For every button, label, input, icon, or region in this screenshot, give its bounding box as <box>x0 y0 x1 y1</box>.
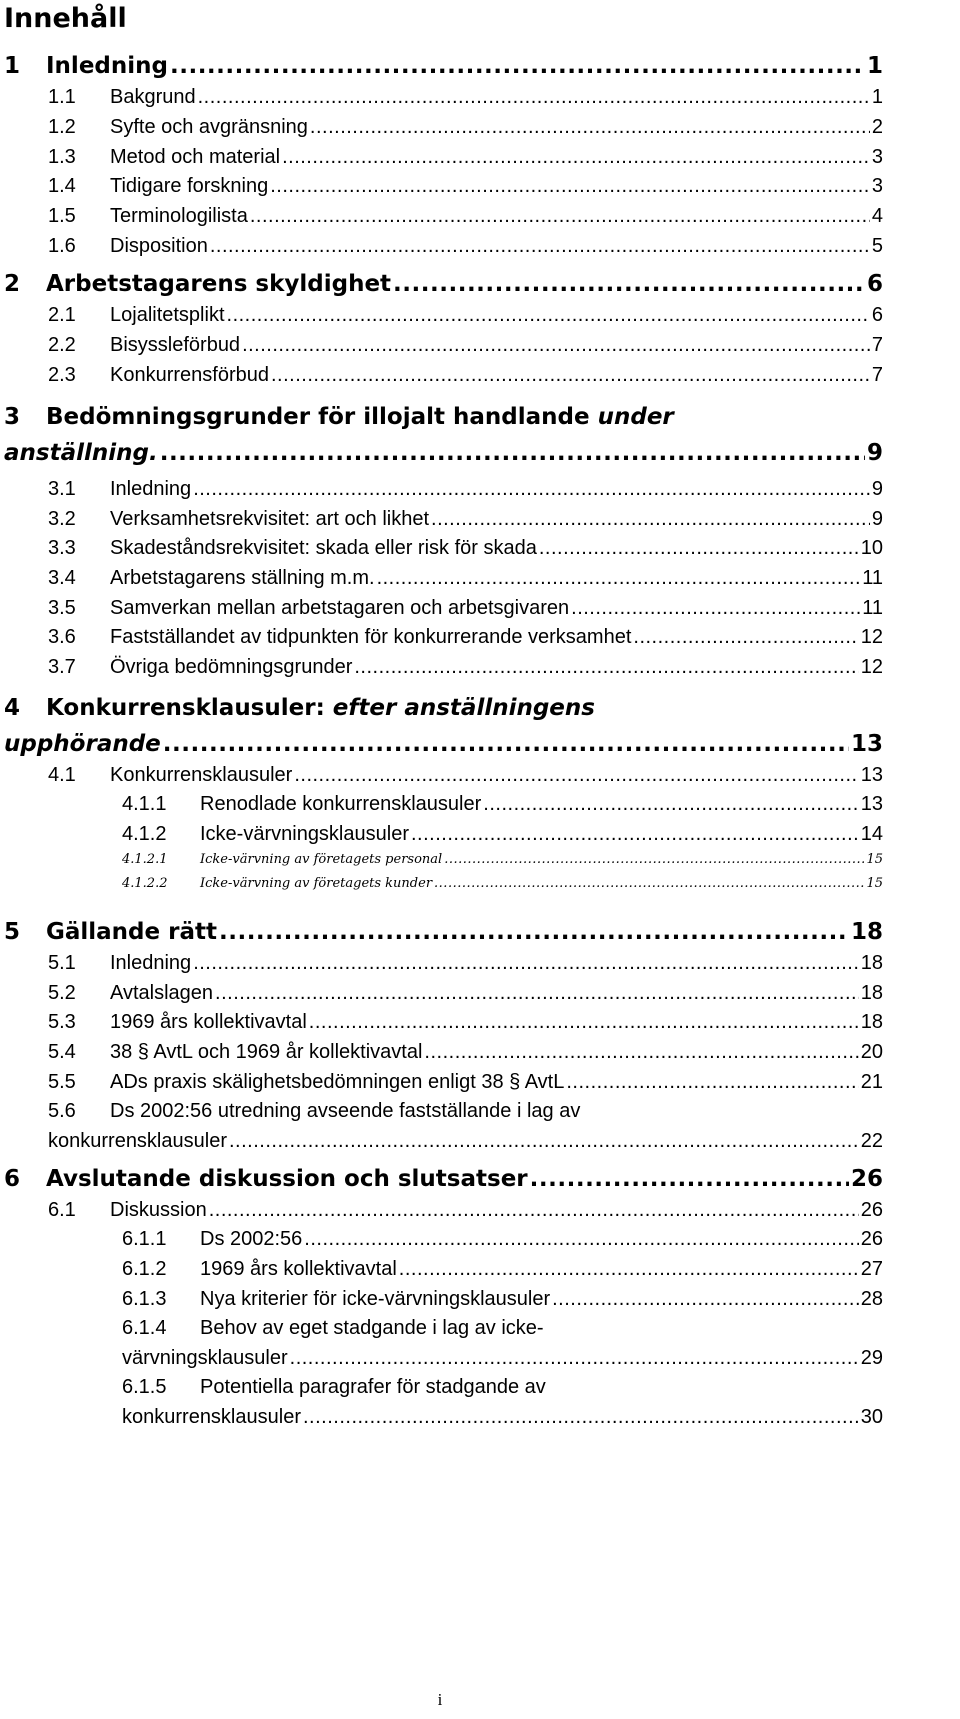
dot-leader <box>215 978 859 1008</box>
toc-title: Konkurrensklausuler: <box>46 695 325 721</box>
toc-title: Disposition <box>110 235 208 257</box>
dot-leader <box>399 1254 859 1284</box>
toc-entry-5-3[interactable] <box>48 1007 883 1037</box>
dot-leader <box>444 849 864 871</box>
toc-title: Syfte och avgränsning <box>110 116 308 138</box>
dot-leader <box>571 593 860 623</box>
toc-title: konkurrensklausuler <box>122 1406 301 1428</box>
toc-entry-2-3[interactable] <box>48 360 883 390</box>
toc-entry-6-1-1[interactable] <box>122 1224 883 1254</box>
toc-title: Potentiella paragrafer för stadgande av <box>200 1376 546 1398</box>
toc-title: Nya kriterier för icke-värvningsklausuler <box>200 1288 551 1310</box>
page-title: Innehåll <box>4 3 127 34</box>
toc-page: 5 <box>871 235 883 257</box>
toc-number: 1 <box>4 53 21 79</box>
toc-title: Gällande rätt <box>46 919 217 945</box>
toc-entry-3-6[interactable] <box>48 622 883 652</box>
toc-title: Tidigare forskning <box>110 175 269 197</box>
dot-leader <box>229 1126 859 1156</box>
toc-number: 6.1 <box>48 1199 76 1221</box>
toc-number: 2.2 <box>48 334 76 356</box>
toc-entry-1-6[interactable] <box>48 231 883 261</box>
toc-number: 5.3 <box>48 1011 76 1033</box>
toc-title: Verksamhetsrekvisitet: art och likhet <box>110 508 430 530</box>
dot-leader <box>483 789 858 819</box>
dot-leader <box>209 1195 859 1225</box>
dot-leader <box>552 1284 859 1314</box>
toc-title: värvningsklausuler <box>122 1347 288 1369</box>
toc-page: 26 <box>860 1199 883 1221</box>
dot-leader <box>290 1343 859 1373</box>
toc-title: Konkurrensförbud <box>110 364 269 386</box>
toc-number: 1.6 <box>48 235 76 257</box>
toc-title: 1969 års kollektivavtal <box>200 1258 397 1280</box>
toc-title: Icke-värvningsklausuler <box>200 823 409 845</box>
dot-leader <box>304 1224 858 1254</box>
toc-number: 2 <box>4 271 21 297</box>
toc-page: 3 <box>871 146 883 168</box>
toc-number: 4.1.2.2 <box>122 876 168 891</box>
toc-number: 5.6 <box>48 1100 76 1122</box>
toc-title: Avslutande diskussion och slutsatser <box>46 1166 528 1192</box>
toc-title-italic: anställning. <box>4 440 158 466</box>
toc-number: 1.5 <box>48 205 76 227</box>
dot-leader <box>242 330 870 360</box>
toc-number: 5.4 <box>48 1041 76 1063</box>
toc-entry-6-1-2[interactable] <box>122 1254 883 1284</box>
toc-title: Terminologilista <box>110 205 248 227</box>
toc-page: 14 <box>860 823 883 845</box>
toc-entry-1[interactable] <box>4 50 883 82</box>
toc-number: 1.1 <box>48 86 76 108</box>
toc-page: 18 <box>860 952 883 974</box>
toc-entry-6-1-5[interactable] <box>122 1402 883 1432</box>
dot-leader <box>219 916 849 948</box>
dot-leader <box>434 873 864 895</box>
toc-title: Skadeståndsrekvisitet: skada eller risk för skada <box>110 537 537 559</box>
toc-entry-6[interactable] <box>4 1163 883 1195</box>
toc-title: Behov av eget stadgande i lag av icke- <box>200 1317 544 1339</box>
dot-leader <box>354 652 858 682</box>
toc-entry-3-7[interactable] <box>48 652 883 682</box>
dot-leader <box>539 533 859 563</box>
toc-entry-5-1[interactable] <box>48 948 883 978</box>
dot-leader <box>393 268 865 300</box>
toc-page: 18 <box>860 1011 883 1033</box>
toc-entry-6-1[interactable] <box>48 1195 883 1225</box>
toc-number: 6.1.5 <box>122 1376 167 1398</box>
toc-page: 15 <box>866 852 883 867</box>
dot-leader <box>566 1067 858 1097</box>
toc-number: 3 <box>4 404 21 430</box>
toc-page: 7 <box>871 334 883 356</box>
toc-title: Icke-värvning av företagets personal <box>200 852 443 867</box>
toc-number: 1.3 <box>48 146 76 168</box>
toc-title: Bedömningsgrunder för illojalt handlande <box>46 404 590 430</box>
dot-leader <box>282 142 870 172</box>
toc-entry-4-1-2-2[interactable] <box>122 873 883 895</box>
toc-entry-2[interactable] <box>4 268 883 300</box>
toc-page: 12 <box>860 656 883 678</box>
toc-page: 1 <box>866 53 883 79</box>
toc-page: 6 <box>866 271 883 297</box>
toc-entry-6-1-5-line1[interactable] <box>122 1372 546 1402</box>
dot-leader <box>160 437 865 469</box>
toc-title: Avtalslagen <box>110 982 214 1004</box>
toc-page: 10 <box>860 537 883 559</box>
toc-title: Renodlade konkurrensklausuler <box>200 793 482 815</box>
dot-leader <box>530 1163 849 1195</box>
toc-number: 3.4 <box>48 567 76 589</box>
toc-title: Inledning <box>46 53 168 79</box>
toc-page: 22 <box>860 1130 883 1152</box>
toc-entry-1-2[interactable] <box>48 112 883 142</box>
toc-number: 4.1 <box>48 764 76 786</box>
toc-title: Samverkan mellan arbetstagaren och arbetsgivaren <box>110 597 570 619</box>
toc-entry-3-1[interactable] <box>48 474 883 504</box>
toc-page: 7 <box>871 364 883 386</box>
toc-entry-5-2[interactable] <box>48 978 883 1008</box>
toc-page: 4 <box>871 205 883 227</box>
dot-leader <box>271 360 870 390</box>
toc-title-italic: under <box>597 404 674 430</box>
toc-page: 13 <box>850 731 883 757</box>
toc-page: 13 <box>860 764 883 786</box>
toc-entry-5[interactable] <box>4 916 883 948</box>
toc-entry-4-1-1[interactable] <box>122 789 883 819</box>
toc-title: Konkurrensklausuler <box>110 764 293 786</box>
toc-title: 38 § AvtL och 1969 år kollektivavtal <box>110 1041 423 1063</box>
toc-title: 1969 års kollektivavtal <box>110 1011 307 1033</box>
toc-page: 15 <box>866 876 883 891</box>
toc-title: Lojalitetsplikt <box>110 304 225 326</box>
toc-entry-5-6-line1[interactable] <box>48 1096 580 1126</box>
toc-page: 21 <box>860 1071 883 1093</box>
toc-page: 26 <box>850 1166 883 1192</box>
dot-leader <box>250 201 870 231</box>
toc-entry-3-line1[interactable] <box>4 401 674 433</box>
toc-number: 3.6 <box>48 626 76 648</box>
toc-page: 12 <box>860 626 883 648</box>
dot-leader <box>377 563 861 593</box>
toc-title: Arbetstagarens skyldighet <box>46 271 392 297</box>
toc-entry-4-1[interactable] <box>48 760 883 790</box>
toc-title: konkurrensklausuler <box>48 1130 227 1152</box>
toc-entry-1-4[interactable] <box>48 171 883 201</box>
toc-number: 4 <box>4 695 21 721</box>
toc-entry-2-1[interactable] <box>48 300 883 330</box>
toc-page: 13 <box>860 793 883 815</box>
toc-number: 4.1.2.1 <box>122 852 168 867</box>
toc-number: 5.5 <box>48 1071 76 1093</box>
toc-page: 27 <box>860 1258 883 1280</box>
toc-page: 3 <box>871 175 883 197</box>
dot-leader <box>633 622 858 652</box>
toc-entry-1-3[interactable] <box>48 142 883 172</box>
dot-leader <box>193 474 870 504</box>
dot-leader <box>431 504 870 534</box>
toc-entry-6-1-3[interactable] <box>122 1284 883 1314</box>
toc-number: 3.5 <box>48 597 76 619</box>
toc-page: 30 <box>860 1406 883 1428</box>
toc-page: 28 <box>860 1288 883 1310</box>
toc-entry-2-2[interactable] <box>48 330 883 360</box>
toc-page: 20 <box>860 1041 883 1063</box>
toc-title-italic: efter anställningens <box>332 695 595 721</box>
toc-title-italic: upphörande <box>4 731 161 757</box>
toc-entry-1-5[interactable] <box>48 201 883 231</box>
dot-leader <box>310 112 870 142</box>
toc-number: 6.1.3 <box>122 1288 167 1310</box>
toc-entry-3-4[interactable] <box>48 563 883 593</box>
toc-entry-3-3[interactable] <box>48 533 883 563</box>
toc-entry-4-line1[interactable] <box>4 692 595 724</box>
toc-title: Icke-värvning av företagets kunder <box>200 876 433 891</box>
toc-title: Fastställandet av tidpunkten för konkurrerande verksamhet <box>110 626 632 648</box>
toc-number: 3.7 <box>48 656 76 678</box>
page-number: i <box>437 1690 443 1709</box>
toc-number: 2.1 <box>48 304 76 326</box>
toc-number: 6.1.1 <box>122 1228 167 1250</box>
toc-number: 6 <box>4 1166 21 1192</box>
toc-entry-4-1-2[interactable] <box>122 819 883 849</box>
toc-entry-1-1[interactable] <box>48 82 883 112</box>
toc-entry-6-1-4-line1[interactable] <box>122 1313 544 1343</box>
dot-leader <box>294 760 858 790</box>
toc-title: Inledning <box>110 952 192 974</box>
dot-leader <box>163 728 849 760</box>
dot-leader <box>303 1402 859 1432</box>
toc-entry-3-5[interactable] <box>48 593 883 623</box>
dot-leader <box>210 231 870 261</box>
toc-number: 5 <box>4 919 21 945</box>
toc-entry-3-2[interactable] <box>48 504 883 534</box>
toc-number: 3.2 <box>48 508 76 530</box>
toc-entry-5-4[interactable] <box>48 1037 883 1067</box>
toc-page: 6 <box>871 304 883 326</box>
dot-leader <box>424 1037 858 1067</box>
toc-number: 6.1.4 <box>122 1317 167 1339</box>
toc-title: Arbetstagarens ställning m.m. <box>110 567 375 589</box>
dot-leader <box>309 1007 859 1037</box>
dot-leader <box>170 50 865 82</box>
dot-leader <box>411 819 859 849</box>
toc-page: 18 <box>860 982 883 1004</box>
toc-title: Metod och material <box>110 146 281 168</box>
toc-page: 2 <box>871 116 883 138</box>
toc-number: 5.1 <box>48 952 76 974</box>
toc-title: Inledning <box>110 478 192 500</box>
toc-entry-5-6[interactable] <box>48 1126 883 1156</box>
toc-page: 29 <box>860 1347 883 1369</box>
toc-number: 6.1.2 <box>122 1258 167 1280</box>
toc-entry-6-1-4[interactable] <box>122 1343 883 1373</box>
toc-entry-5-5[interactable] <box>48 1067 883 1097</box>
toc-page: 9 <box>871 478 883 500</box>
toc-number: 1.2 <box>48 116 76 138</box>
toc-page: 11 <box>862 597 883 619</box>
toc-title: Övriga bedömningsgrunder <box>110 656 353 678</box>
toc-title: Ds 2002:56 utredning avseende fastställande i lag av <box>110 1100 581 1122</box>
toc-page: 1 <box>871 86 883 108</box>
dot-leader <box>198 82 870 112</box>
toc-page: 26 <box>860 1228 883 1250</box>
toc-entry-4-1-2-1[interactable] <box>122 849 883 871</box>
dot-leader <box>227 300 870 330</box>
toc-page: 18 <box>850 919 883 945</box>
toc-page: 9 <box>866 440 883 466</box>
toc-title: Bakgrund <box>110 86 196 108</box>
toc-entry-4[interactable] <box>4 728 883 760</box>
toc-title: ADs praxis skälighetsbedömningen enligt 38 § AvtL <box>110 1071 565 1093</box>
toc-number: 3.1 <box>48 478 76 500</box>
toc-title: Bisyssleförbud <box>110 334 241 356</box>
dot-leader <box>270 171 870 201</box>
toc-number: 3.3 <box>48 537 76 559</box>
toc-number: 4.1.2 <box>122 823 167 845</box>
dot-leader <box>193 948 859 978</box>
toc-page: 11 <box>862 567 883 589</box>
toc-number: 4.1.1 <box>122 793 167 815</box>
toc-number: 2.3 <box>48 364 76 386</box>
toc-title: Ds 2002:56 <box>200 1228 303 1250</box>
toc-page: 9 <box>871 508 883 530</box>
toc-entry-3[interactable] <box>4 437 883 469</box>
toc-title: Diskussion <box>110 1199 207 1221</box>
toc-number: 1.4 <box>48 175 76 197</box>
toc-number: 5.2 <box>48 982 76 1004</box>
